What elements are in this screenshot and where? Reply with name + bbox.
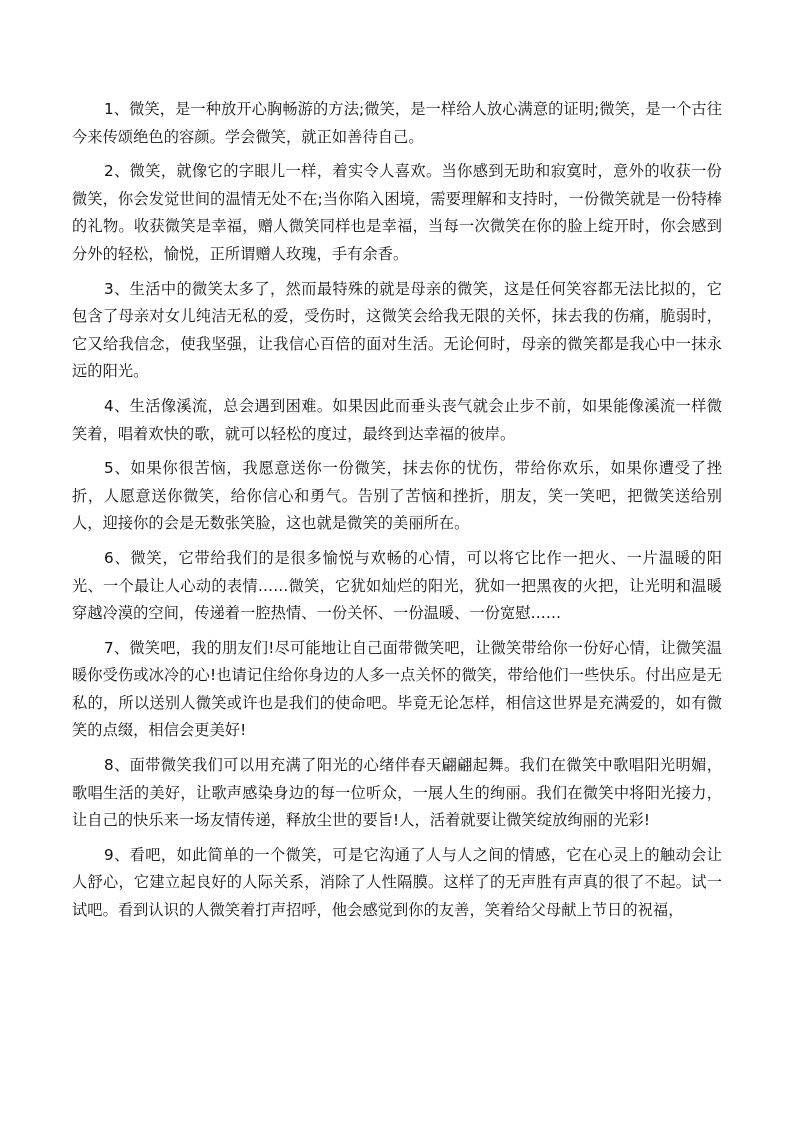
paragraph-1: 1、微笑，是一种放开心胸畅游的方法;微笑，是一样给人放心满意的证明;微笑，是一个古往今来传颂绝色的容颜。学会微笑，就正如善待自己。 — [72, 100, 722, 146]
paragraph-2: 2、微笑，就像它的字眼儿一样，着实令人喜欢。当你感到无助和寂寞时，意外的收获一份微笑，你会发觉世间的温情无处不在;当你陷入困境，需要理解和支持时，一份微笑就是一份特棒的礼物。收获微笑是幸福，赠人微笑同样也是幸福，当每一次微笑在你的脸上绽开时，你会感到分外的轻松，愉悦，正所谓赠人玫瑰，手有余香。 — [72, 162, 722, 263]
paragraph-6: 6、微笑，它带给我们的是很多愉悦与欢畅的心情，可以将它比作一把火、一片温暖的阳光、一个最让人心动的表情……微笑，它犹如灿烂的阳光，犹如一把黑夜的火把，让光明和温暖穿越冷漠的空间，传递着一腔热情、一份关怀、一份温暖、一份宽慰…… — [72, 548, 722, 623]
paragraph-5: 5、如果你很苦恼，我愿意送你一份微笑，抹去你的忧伤，带给你欢乐，如果你遭受了挫折，人愿意送你微笑，给你信心和勇气。告别了苦恼和挫折，朋友，笑一笑吧，把微笑送给别人，迎接你的会是无数张笑脸，这也就是微笑的美丽所在。 — [72, 459, 722, 533]
paragraph-4: 4、生活像溪流，总会遇到困难。如果因此而垂头丧气就会止步不前，如果能像溪流一样微笑着，唱着欢快的歌，就可以轻松的度过，最终到达幸福的彼岸。 — [72, 396, 722, 443]
paragraph-7: 7、微笑吧，我的朋友们!尽可能地让自己面带微笑吧，让微笑带给你一份好心情，让微笑温暖你受伤或冰冷的心!也请记住给你身边的人多一点关怀的微笑，带给他们一些快乐。付出应是无私的，所以送别人微笑或许也是我们的使命吧。毕竟无论怎样，相信这世界是充满爱的，如有微笑的点缀，相信会更美好! — [72, 638, 722, 740]
paragraph-9: 9、看吧，如此简单的一个微笑，可是它沟通了人与人之间的情感，它在心灵上的触动会让人舒心，它建立起良好的人际关系，消除了人性隔膜。这样了的无声胜有声真的很了不起。试一试吧。看到认识的人微笑着打声招呼，他会感觉到你的友善，笑着给父母献上节日的祝福， — [72, 845, 722, 920]
document-body — [72, 96, 722, 932]
paragraph-3: 3、生活中的微笑太多了，然而最特殊的就是母亲的微笑，这是任何笑容都无法比拟的，它包含了母亲对女儿纯洁无私的爱，受伤时，这微笑会给我无限的关怀，抹去我的伤痛，脆弱时，它又给我信念，使我坚强，让我信心百倍的面对生活。无论何时，母亲的微笑都是我心中一抹永远的阳光。 — [72, 279, 722, 381]
paragraph-8: 8、面带微笑我们可以用充满了阳光的心绪伴春天翩翩起舞。我们在微笑中歌唱阳光明媚，歌唱生活的美好，让歌声感染身边的每一位听众，一展人生的绚丽。我们在微笑中将阳光接力，让自己的快乐来一场友情传递，释放尘世的要旨!人，活着就要让微笑绽放绚丽的光彩! — [72, 756, 722, 830]
